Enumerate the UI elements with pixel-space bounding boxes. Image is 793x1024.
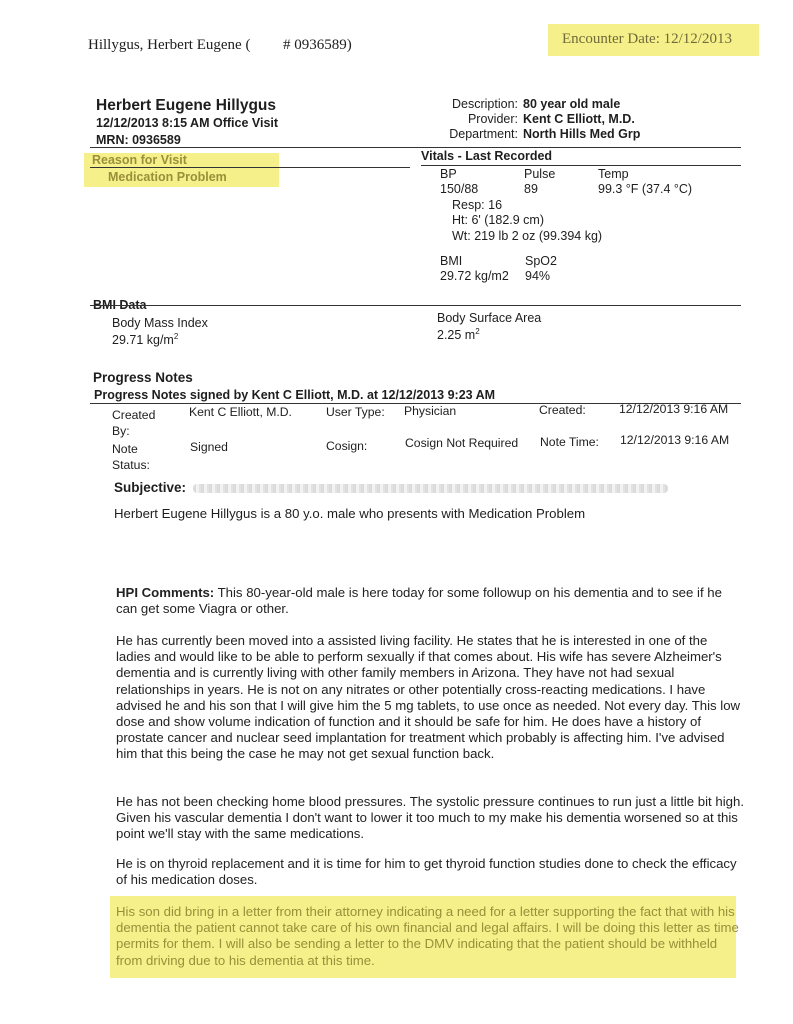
bsa-value-text: 2.25 m (437, 328, 476, 343)
provider-label: Provider: (467, 112, 518, 126)
hpi-text: This 80-year-old male is here today for some followup on his dementia and to see if he can get some Viagra or other. (116, 585, 722, 617)
vitals-rule (421, 165, 741, 166)
bsa-value-sup: 2 (475, 327, 480, 336)
created-by-label: Created By: (112, 408, 156, 438)
description-label: Description: (452, 97, 518, 111)
scan-noise (193, 484, 668, 493)
user-type-value: Physician (404, 404, 457, 418)
bmi-data-rule (90, 305, 741, 306)
encounter-date: Encounter Date: 12/12/2013 (562, 31, 732, 47)
patient-header-mrn: # 0936589) (283, 37, 352, 53)
bmi-value-sup: 2 (173, 332, 179, 341)
subjective-text: Herbert Eugene Hillygus is a 80 y.o. male who presents with Medication Problem (114, 506, 586, 521)
encounter-date-highlight (548, 24, 759, 56)
pulse-label: Pulse (524, 167, 556, 181)
description-value: 80 year old male (523, 97, 621, 111)
resp-value: Resp: 16 (452, 198, 503, 212)
bp-label: BP (440, 167, 457, 181)
bmi-value (112, 332, 178, 347)
subjective-label: Subjective: (114, 480, 187, 495)
department-label: Department: (449, 127, 518, 141)
user-type-label: User Type: (326, 405, 385, 419)
vitals-heading: Vitals - Last Recorded (421, 149, 553, 163)
height-value: Ht: 6' (182.9 cm) (452, 213, 544, 227)
temp-label: Temp (598, 167, 629, 181)
pulse-value: 89 (524, 182, 538, 196)
provider-value: Kent C Elliott, M.D. (523, 112, 635, 126)
reason-heading: Reason for Visit (92, 153, 187, 167)
progress-signed-line: Progress Notes signed by Kent C Elliott, M.D. at 12/12/2013 9:23 AM (94, 388, 496, 402)
created-label: Created: (539, 403, 586, 417)
visit-line: 12/12/2013 8:15 AM Office Visit (96, 116, 279, 130)
note-status-label: Note Status: (112, 442, 150, 472)
progress-heading: Progress Notes (93, 370, 193, 385)
bmi-label: Body Mass Index (112, 316, 208, 330)
note-time-label: Note Time: (540, 435, 599, 449)
created-by-value: Kent C Elliott, M.D. (189, 405, 292, 419)
spo2-value: 94% (525, 269, 551, 283)
paragraph-3: He is on thyroid replacement and it is time for him to get thyroid function studies done to check the efficacy of his medication doses. (116, 856, 737, 888)
bsa-value (437, 327, 480, 342)
paragraph-4: His son did bring in a letter from their attorney indicating a need for a letter supporting the fact that with his dementia the patient cannot take care of his own financial and legal affairs. I will be doing this letter as time permits for them. I will also be sending a letter to the DMV indicating that the patient should be withheld from driving due to his dementia at this time. (116, 904, 739, 968)
note-status-value: Signed (190, 440, 228, 454)
hpi-label: HPI Comments: (116, 585, 215, 600)
temp-value: 99.3 °F (37.4 °C) (598, 182, 693, 196)
reason-value: Medication Problem (108, 170, 227, 184)
paragraph-2: He has not been checking home blood pressures. The systolic pressure continues to run just a little bit high. Given his vascular dementia I don't want to lower it too much to my make his dementia worsened so at this point we'll stay with the same medications. (116, 794, 744, 842)
paragraph-1: He has currently been moved into a assisted living facility. He states that he is interested in one of the ladies and would like to be able to perform sexually if that comes about. His wife has severe Alzheimer's dementia and is currently living with other family members in Arizona. They have not had sexual relationships in years. He is not on any nitrates or other potentially cross-reacting medications. I have advised he and his son that I will give him the 5 mg tablets, to use once as needed. Not every day. This low dose and show volume indication of function and it should be safe for him. He does have a history of prostate cancer and nuclear seed implantation for treatment which probably is affecting him. I've advised him that this being the case he may not get sexual function back. (116, 633, 741, 762)
bmi-value-text: 29.71 kg/m (112, 333, 174, 348)
visit-mrn: MRN: 0936589 (96, 133, 181, 147)
note-time-value: 12/12/2013 9:16 AM (620, 433, 730, 447)
bmi-vital-label: BMI (440, 254, 463, 268)
bsa-label: Body Surface Area (437, 311, 542, 325)
hpi-paragraph (116, 585, 744, 617)
created-value: 12/12/2013 9:16 AM (619, 402, 729, 416)
weight-value: Wt: 219 lb 2 oz (99.394 kg) (452, 229, 603, 243)
cosign-value: Cosign Not Required (405, 436, 519, 450)
cosign-label: Cosign: (326, 439, 368, 453)
spo2-label: SpO2 (525, 254, 557, 268)
patient-header-name: Hillygus, Herbert Eugene ( (88, 37, 251, 53)
bp-value: 150/88 (440, 182, 479, 196)
bmi-vital-value: 29.72 kg/m2 (440, 269, 509, 283)
header-rule (90, 147, 741, 148)
patient-name: Herbert Eugene Hillygus (96, 97, 277, 114)
department-value: North Hills Med Grp (523, 127, 641, 141)
bmi-data-heading: BMI Data (93, 298, 147, 312)
reason-rule (90, 167, 410, 168)
